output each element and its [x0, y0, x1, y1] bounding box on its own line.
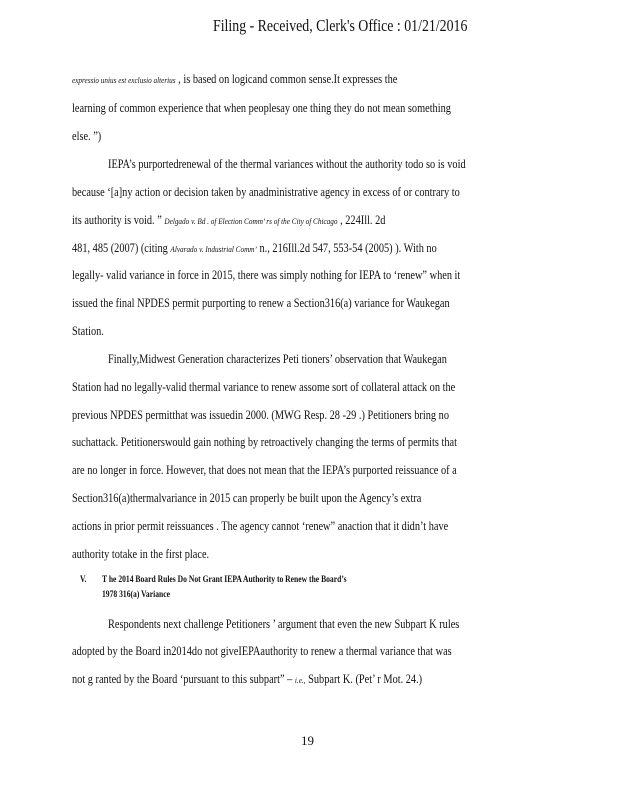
section-number: V. [80, 575, 87, 585]
para2-line2: because ‘[a]ny action or decision taken by anadministrative agency in excess of or contrary to [72, 185, 460, 199]
para3-line4: suchattack. Petitionerswould gain nothing by retroactively changing the terms of permits that [72, 435, 457, 449]
para2-line4-b: n., 216Ill.2d 547, 553-54 (2005) ). With no [259, 241, 437, 255]
para1-line1 [72, 72, 397, 87]
para3-line7: actions in prior permit reissuances . The agency cannot ‘renew” anaction that it didn’t have [72, 519, 449, 533]
para4-line2: adopted by the Board in2014do not giveIEPAauthority to renew a thermal variance that was [72, 644, 452, 658]
para3-line6: Section316(a)thermalvariance in 2015 can properly be built upon the Agency’s extra [72, 491, 422, 505]
para2-line5: legally- valid variance in force in 2015, there was simply nothing for IEPA to ‘renew” when it [72, 268, 461, 282]
ie-abbreviation: i.e., [294, 675, 306, 685]
para1-line1-rest: , is based on logicand common sense.It expresses the [178, 72, 398, 86]
para2-line7: Station. [72, 324, 104, 338]
para4-line1: Respondents next challenge Petitioners ’ argument that even the new Subpart K rules [108, 617, 460, 631]
para2-line3-b: , 224Ill. 2d [340, 213, 386, 227]
page-number: 19 [301, 733, 314, 748]
para3-line5: are no longer in force. However, that does not mean that the IEPA’s purported reissuance of a [72, 463, 457, 477]
para3-line1: Finally,Midwest Generation characterizes Peti tioners’ observation that Waukegan [108, 352, 447, 366]
para2-line6: issued the final NPDES permit purporting to renew a Section316(a) variance for Waukegan [72, 296, 450, 310]
para2-line3-a: its authority is void. ” [72, 213, 162, 227]
para2-line1: IEPA’s purportedrenewal of the thermal variances without the authority todo so is void [108, 157, 466, 171]
para3-line8: authority totake in the first place. [72, 547, 210, 561]
latin-maxim: expressio unius est exclusio alterius [72, 75, 176, 85]
case-citation-alvarado: Alvarado v. Industrial Comm’ [170, 244, 257, 254]
para2-line4-a: 481, 485 (2007) (citing [72, 241, 168, 255]
para1-line2: learning of common experience that when peoplesay one thing they do not mean something [72, 101, 451, 115]
section-heading-line1: T he 2014 Board Rules Do Not Grant IEPA Authority to Renew the Board’s [102, 575, 347, 585]
filing-stamp-header: Filing - Received, Clerk's Office : 01/21/2016 [213, 16, 468, 35]
para4-line3-b: Subpart K. (Pet’ r Mot. 24.) [308, 672, 423, 686]
para3-line2: Station had no legally-valid thermal variance to renew assome sort of collateral attack on the [72, 380, 456, 394]
case-citation-delgado: Delgado v. Bd . of Election Comm’ rs of the City of Chicago [164, 216, 338, 226]
para3-line3: previous NPDES permitthat was issuedin 2000. (MWG Resp. 28 -29 .) Petitioners bring no [72, 408, 449, 422]
para4-line3 [72, 672, 422, 687]
para2-line4 [72, 241, 437, 256]
section-heading-line2: 1978 316(a) Variance [102, 590, 170, 600]
para4-line3-a: not g ranted by the Board ‘pursuant to this subpart” – [72, 672, 293, 686]
para1-line3: else. ”) [72, 129, 102, 143]
para2-line3 [72, 213, 385, 228]
